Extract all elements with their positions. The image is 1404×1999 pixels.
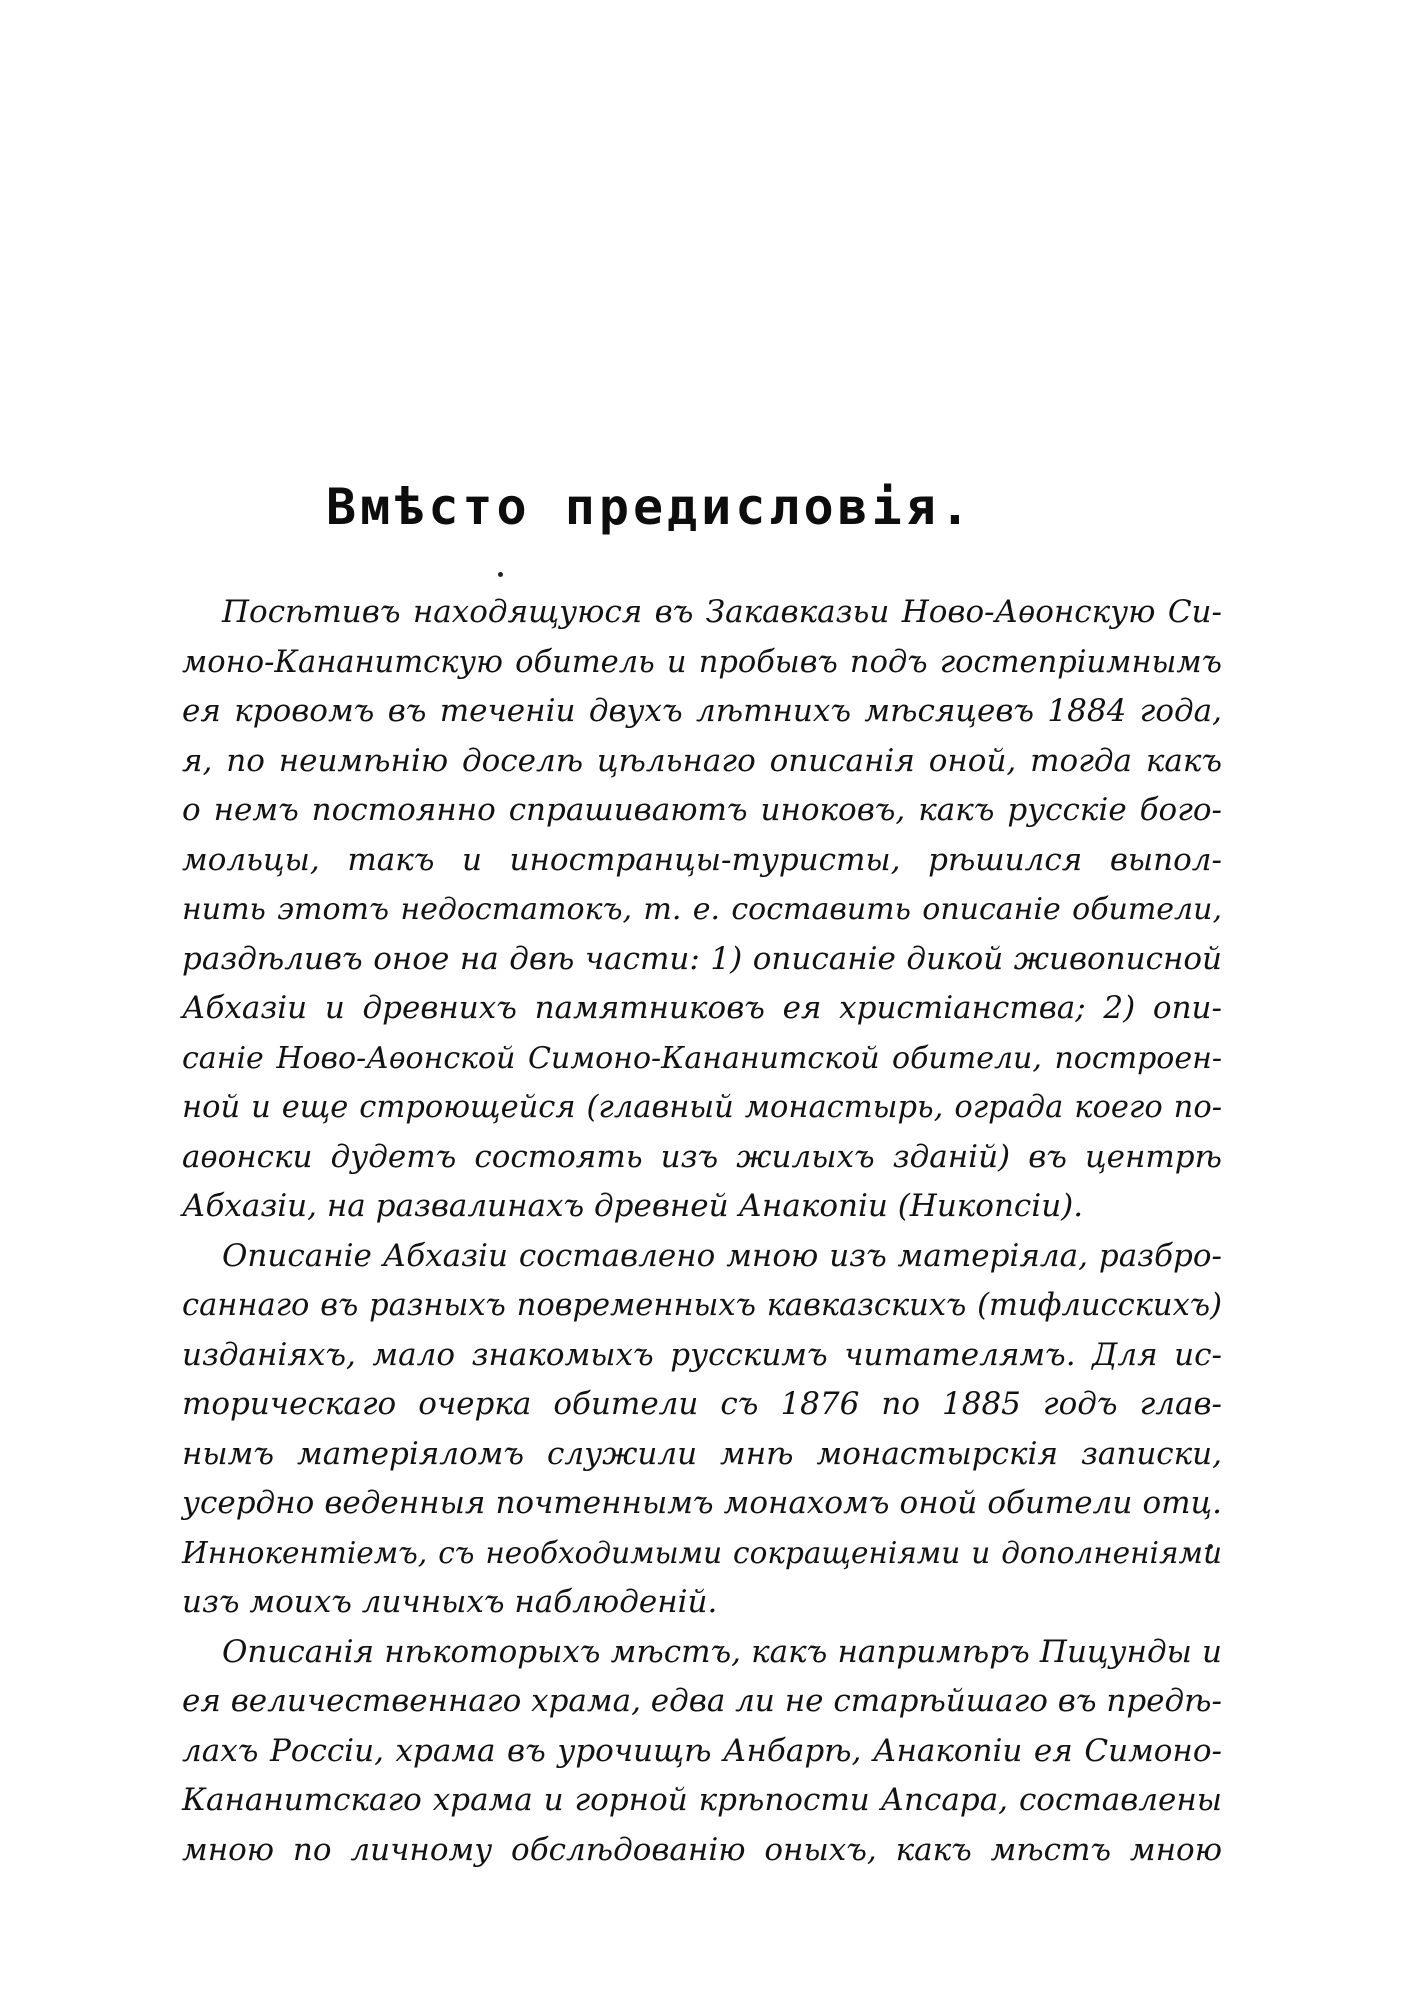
text-line: нымъ матеріяломъ служили мнѣ монастырскія записки, — [182, 1435, 1222, 1472]
text-line: о немъ постоянно спрашиваютъ иноковъ, какъ русскіе бого- — [182, 792, 1222, 828]
text-line: Посѣтивъ находящуюся въ Закавказьи Ново-Аѳонскую Си- — [222, 594, 1222, 630]
text-line: усердно веденныя почтеннымъ монахомъ оной обители отц. — [182, 1485, 1222, 1521]
text-line: мною по личному обслѣдованію оныхъ, какъ мѣстъ мною — [182, 1831, 1222, 1868]
text-line: Иннокентіемъ, съ необходимыми сокращеніями и дополненіями — [182, 1535, 1222, 1570]
text-line: Абхазіи и древнихъ памятниковъ ея христіанства; 2) опи- — [182, 990, 1222, 1026]
text-line: ной и еще строющейся (главный монастырь, ограда коего по- — [182, 1090, 1222, 1125]
text-line: Описанія нѣкоторыхъ мѣстъ, какъ напримѣръ Пицунды и — [222, 1633, 1222, 1670]
text-line: мольцы, такъ и иностранцы-туристы, рѣшился выпол- — [182, 841, 1222, 878]
text-line: я, по неимѣнію доселѣ цѣльнаго описанія оной, тогда какъ — [182, 742, 1222, 779]
print-speck — [498, 572, 503, 577]
text-line: раздѣливъ оное на двѣ части: 1) описаніе дикой живописной — [182, 940, 1222, 977]
text-line: Кананитскаго храма и горной крѣпости Апсара, составлены — [182, 1782, 1222, 1818]
text-line: торическаго очерка обители съ 1876 по 1885 годъ глав- — [182, 1386, 1222, 1422]
text-line: лахъ Россіи, храма въ урочищѣ Анбарѣ, Анакопіи ея Симоно- — [182, 1732, 1222, 1769]
text-line: саніе Ново-Аѳонской Симоно-Кананитской обители, построен- — [182, 1040, 1222, 1076]
text-line: саннаго въ разныхъ повременныхъ кавказскихъ (тифлисскихъ) — [182, 1288, 1222, 1323]
text-line: изданіяхъ, мало знакомыхъ русскимъ читателямъ. Для ис- — [182, 1336, 1222, 1373]
text-line: аѳонски дудетъ состоять изъ жилыхъ зданій) въ центрѣ — [182, 1138, 1222, 1175]
text-line: Описаніе Абхазіи составлено мною изъ матеріяла, разбро- — [222, 1237, 1222, 1274]
text-line: изъ моихъ личныхъ наблюденій. — [182, 1584, 718, 1620]
text-line: моно-Кананитскую обитель и пробывъ подъ гостепріимнымъ — [182, 644, 1222, 680]
text-line: ея величественнаго храма, едва ли не старѣйшаго въ предѣ- — [182, 1683, 1222, 1719]
text-line: ея кровомъ въ теченіи двухъ лѣтнихъ мѣсяцевъ 1884 года, — [182, 693, 1222, 729]
text-line: нить этотъ недостатокъ, т. е. составить описаніе обители, — [182, 892, 1222, 927]
text-line: Абхазіи, на развалинахъ древней Анакопіи (Никопсіи). — [182, 1188, 1084, 1224]
body-text — [182, 588, 1222, 1875]
page-title: Вмѣсто предисловія. — [326, 478, 974, 536]
